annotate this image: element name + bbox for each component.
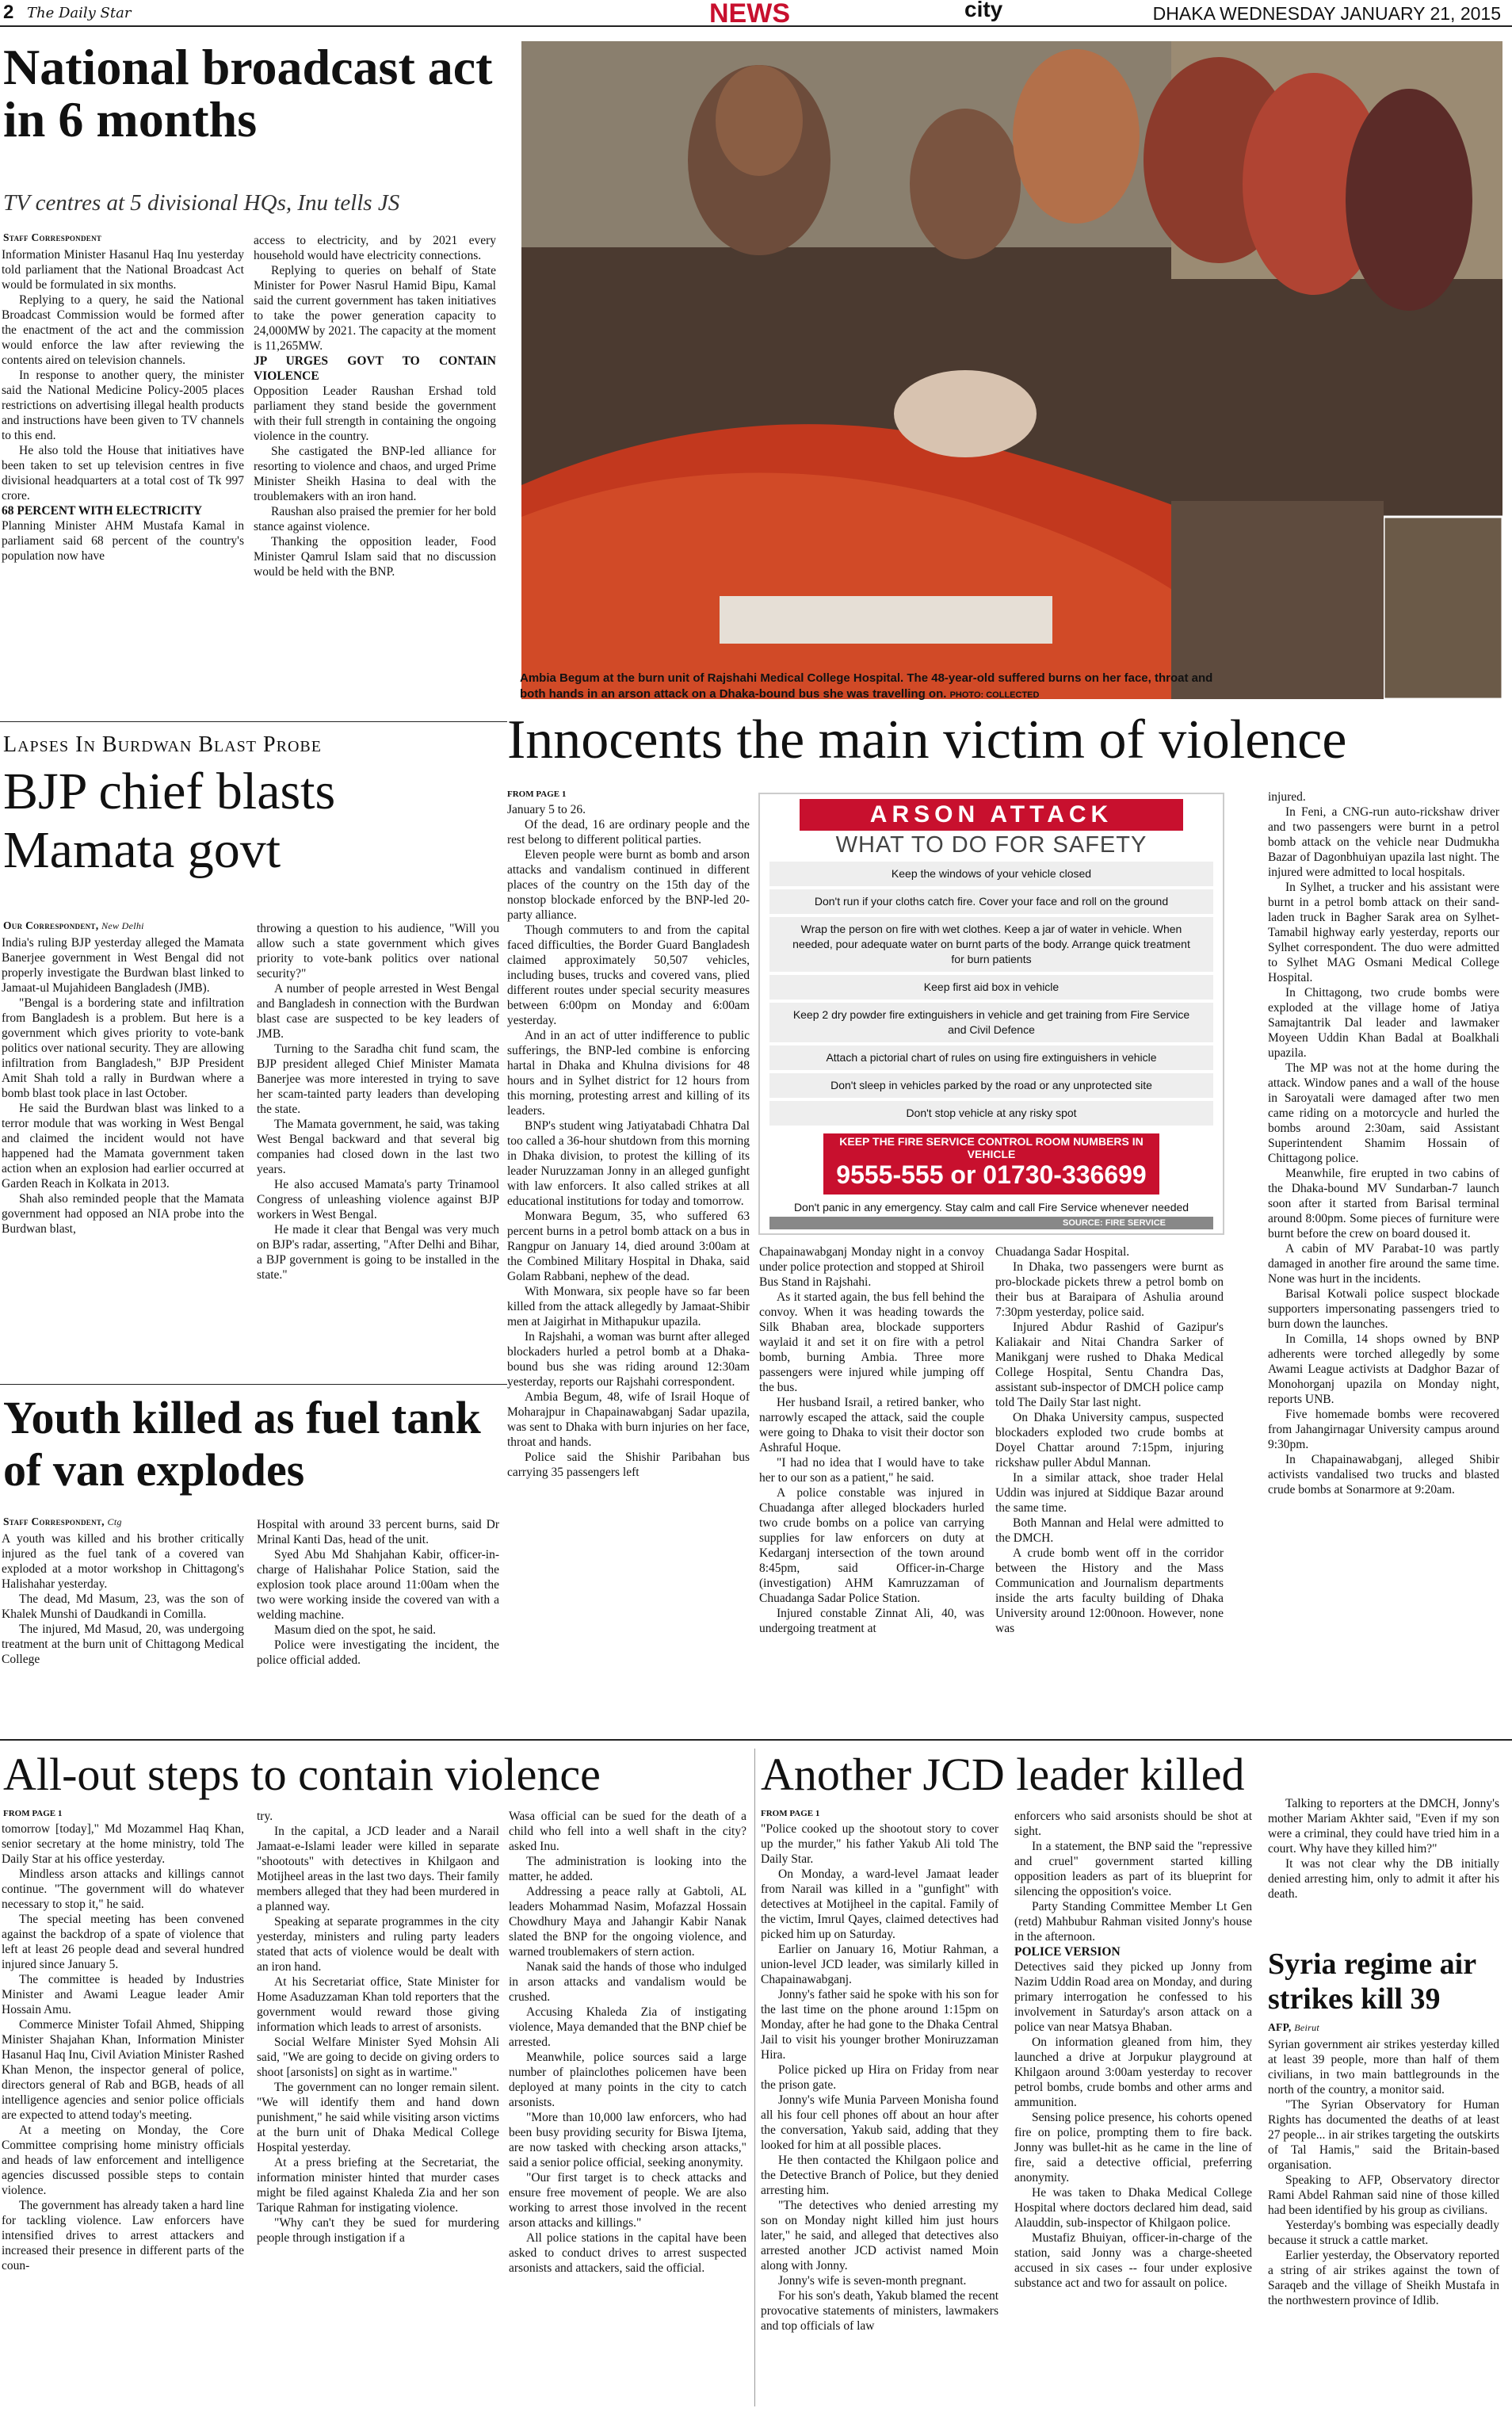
paragraph: Syed Abu Md Shahjahan Kabir, officer-in-charge of Halishahar Police Station, said the explosion took place around 11:00am when the two were working inside the covered van with a welding machine. [257, 1548, 499, 1622]
story1-byline: Staff Correspondent [3, 231, 102, 243]
paragraph: In Feni, a CNG-run auto-rickshaw driver and two passengers were burnt in a petrol bomb attack on the vehicle near Dudmukha Bazar of Dagonbhuiyan upazila last night. The injured were admitted to local hospitals. [1268, 805, 1499, 879]
paragraph: The MP was not at the home during the attack. Window panes and a wall of the house in Saroyatali were damaged after two men came riding on a motorcycle and hurled the bombs around 2:30am, said Assistant Superintendent Shamim Hossain of Chittagong police. [1268, 1061, 1499, 1165]
byline-place: Ctg [107, 1516, 122, 1527]
safety-tip: Attach a pictorial chart of rules on using fire extinguishers in vehicle [769, 1045, 1213, 1070]
paragraph: A number of people arrested in West Bengal and Bangladesh in connection with the Burdwan blast case are suspected to be key leaders of JMB. [257, 982, 499, 1041]
paragraph: "The detectives who denied arresting my son on Monday night killed him just hours later," he said, and alleged that detectives also arrested another JCD activist named Moin along with Jonny. [761, 2199, 998, 2272]
divider [0, 1739, 1512, 1741]
story4-column-4 [1268, 789, 1499, 1730]
divider [0, 1384, 507, 1385]
story3-column-1 [2, 1531, 244, 1730]
story7-headline: Syria regime air strikes kill 39 [1268, 1948, 1476, 2016]
byline-name: AFP, [1268, 2021, 1292, 2033]
paragraph: "Bengal is a bordering state and infiltration from Bangladesh is a problem. But here is a government which gives priority to vote-bank politics over national security. They are allowing infiltration from Bangladesh," BJP President Amit Shah told a rally in Burdwan where a bomb blast took place in last October. [2, 996, 244, 1100]
story7-column [1268, 2037, 1499, 2408]
infobox-subtitle: WHAT TO DO FOR SAFETY [835, 832, 1147, 858]
safety-tip: Wrap the person on fire with wet clothes. Keep a jar of water in vehicle. When needed, pour adequate water on burnt parts of the body. Arrange quick treatment for burn patients [769, 917, 1213, 972]
paragraph: At a press briefing at the Secretariat, the information minister hinted that murder cases might be filed against Khaleda Zia and her son Tarique Rahman for instigating violence. [257, 2156, 499, 2215]
paragraph: Replying to queries on behalf of State Minister for Power Nasrul Hamid Bipu, Kamal said the current government has taken initiatives to take the power generation capacity to 24,000MW by 2021. The capacity at the moment is 11,265MW. [254, 264, 496, 353]
divider [0, 721, 507, 722]
paragraph: BNP's student wing Jatiyatabadi Chhatra Dal too called a 36-hour shutdown from this morning in Dhaka division, to protest the killing of its leader Nuruzzaman Jonny in an alleged gunfight with law enforcers. It also called strikes at all educational institutions for today and tomorrow. [507, 1119, 750, 1208]
from-page-label: FROM PAGE 1 [3, 1809, 63, 1818]
paragraph: Planning Minister AHM Mustafa Kamal in parliament said 68 percent of the country's population now have [2, 519, 244, 563]
paragraph: Eleven people were burnt as bomb and arson attacks and vandalism continued in different places of the country on the 15th day of the nonstop blockade enforced by the BNP-led 20-party alliance. [507, 848, 750, 922]
paragraph: And in an act of utter indifference to public sufferings, the BNP-led combine is enforcing hartal in Dhaka and Khulna divisions for 48 hours and in Sylhet district for 12 hours from this morning, protesting arrest and killing of its leaders. [507, 1029, 750, 1118]
paragraph: A cabin of MV Parabat-10 was partly damaged in another fire around the same time. None was hurt in the incidents. [1268, 1242, 1499, 1286]
paragraph: In Comilla, 14 shops owned by BNP adherents were torched allegedly by some Awami League activists at Dadghor Bazar of Monohorganj upazila on Monday night, reports UNB. [1268, 1332, 1499, 1406]
paragraph: Jonny's wife is seven-month pregnant. [778, 2274, 967, 2288]
paragraph: tomorrow [today]," Md Mozammel Haq Khan, senior secretary at the home ministry, told The Daily Star at his office yesterday. [2, 1822, 244, 1866]
paragraph: Speaking to AFP, Observatory director Rami Abdel Rahman said nine of those killed had been identified by his group as civilians. [1268, 2173, 1499, 2217]
infobox-title: ARSON ATTACK [800, 799, 1183, 831]
story2-byline [3, 919, 144, 932]
paragraph: Masum died on the spot, he said. [274, 1623, 437, 1637]
paragraph: "The Syrian Observatory for Human Rights has documented the deaths of at least 27 people... in air strikes targeting the outskirts of Tal Hamis," said the Britain-based organisation. [1268, 2098, 1499, 2172]
paragraph: Mustafiz Bhuiyan, officer-in-charge of the station, said Jonny was a charge-sheeted accused in six cases -- four under explosive substance act and two for assault on police. [1014, 2231, 1252, 2290]
paragraph: Information Minister Hasanul Haq Inu yesterday told parliament that the National Broadcast Act would be formulated in six months. [2, 248, 244, 292]
safety-tip: Don't stop vehicle at any risky spot [769, 1101, 1213, 1126]
story1-headline: National broadcast act in 6 months [3, 39, 493, 147]
hotline-label: KEEP THE FIRE SERVICE CONTROL ROOM NUMBERS IN VEHICLE [839, 1135, 1144, 1160]
paragraph: "I had no idea that I would have to take her to our son as a patient," he said. [759, 1456, 984, 1485]
arson-safety-infobox [758, 793, 1224, 1235]
paragraph: Accusing Khaleda Zia of instigating violence, Maya demanded that the BNP chief be arrested. [509, 2005, 746, 2049]
paragraph: try. [257, 1810, 273, 1823]
paragraph: In Sylhet, a trucker and his assistant were burnt in a petrol bomb attack on their sand-laden truck in Bagher Sarak area on Sylhet-Tamabil highway early yesterday, reports our Sylhet correspondent. The duo were admitted to Sylhet MAG Osmani Medical College Hospital. [1268, 881, 1499, 984]
paragraph: He said the Burdwan blast was linked to a terror module that was working in West Bengal and claimed the incident would not have happened had the Mamata government taken action when an explosion had earlier occurred at Garden Reach in Kolkata in 2013. [2, 1102, 244, 1191]
paragraph: injured. [1268, 790, 1306, 804]
paragraph: Party Standing Committee Member Lt Gen (retd) Mahbubur Rahman visited Jonny's house in the afternoon. [1014, 1900, 1252, 1944]
paragraph: access to electricity, and by 2021 every household would have electricity connections. [254, 234, 496, 262]
paragraph: For his son's death, Yakub blamed the recent provocative statements of ministers, lawmakers and top officials of law [761, 2289, 998, 2333]
story2-kicker: Lapses In Burdwan Blast Probe [3, 732, 322, 757]
paragraph: "Our first target is to check attacks and ensure free movement of people. We are also working to arrest those involved in the recent arson attacks and killings." [509, 2171, 746, 2230]
paragraph: In Chittagong, two crude bombs were exploded at the village home of Jatiya Samajtantrik Dal leader and lawmaker Moyeen Uddin Khan Badal at Boalkhali upazila. [1268, 986, 1499, 1060]
safety-tip: Keep the windows of your vehicle closed [769, 862, 1213, 886]
paragraph: Shah also reminded people that the Mamata government had opposed an NIA probe into the Burdwan blast, [2, 1192, 244, 1236]
story5-headline: All-out steps to contain violence [3, 1749, 601, 1800]
paragraph: enforcers who said arsonists should be shot at sight. [1014, 1810, 1252, 1838]
byline-name: Our Correspondent, [3, 919, 99, 931]
paragraph: A police constable was injured in Chuadanga after alleged blockaders hurled two crude bombs on a police van carrying supplies for law enforcers on duty at Kedarganj intersection of the town around 8:45pm, said Officer-in-Charge (investigation) AHM Kamruzzaman of Chuadanga Sadar Police Station. [759, 1486, 984, 1605]
infobox-footer: Don't panic in any emergency. Stay calm and call Fire Service whenever needed [793, 1201, 1189, 1214]
paragraph: Chuadanga Sadar Hospital. [995, 1245, 1130, 1259]
infobox-source: SOURCE: FIRE SERVICE [769, 1217, 1213, 1229]
paragraph: India's ruling BJP yesterday alleged the Mamata Banerjee government in West Bengal did not properly investigate the Burdwan blast linked to Jamaat-ul Mujahideen Bangladesh (JMB). [2, 936, 244, 995]
paragraph: Though commuters to and from the capital faced difficulties, the Border Guard Bangladesh claimed approximately 50,507 vehicles, including buses, trucks and covered vans, plied different routes under special security measures between 6:00pm on Monday and 6:00am yesterday. [507, 923, 750, 1027]
paragraph: Opposition Leader Raushan Ershad told parliament they stand beside the government with their full strength in containing the ongoing violence in the country. [254, 384, 496, 443]
page-header [0, 0, 1512, 27]
paragraph: Earlier on January 16, Motiur Rahman, a union-level JCD leader, was similarly killed in Chapainawabganj. [761, 1943, 998, 1986]
paragraph: A youth was killed and his brother critically injured as the fuel tank of a covered van exploded at a motor workshop in Chittagong's Halishahar yesterday. [2, 1532, 244, 1591]
story6-column-1 [761, 1821, 998, 2408]
story6-headline: Another JCD leader killed [761, 1749, 1245, 1800]
page-dateline: DHAKA WEDNESDAY JANUARY 21, 2015 [1152, 3, 1501, 24]
paragraph: Jonny's wife Munia Parveen Monisha found all his four cell phones off about an hour after the conversation, Yakub said, adding that they looked for him at all possible places. [761, 2093, 998, 2152]
paragraph: Ambia Begum, 48, wife of Israil Hoque of Moharajpur in Chapainawabganj Sadar upazila, was sent to Dhaka with burn injuries on her face, throat and hands. [507, 1390, 750, 1449]
paragraph: Syrian government air strikes yesterday killed at least 39 people, more than half of them civilians, in two main battlegrounds in the north of the country, a monitor said. [1268, 2038, 1499, 2097]
paragraph: All police stations in the capital have been asked to conduct drives to arrest suspected arsonists and attackers, said the official. [509, 2231, 746, 2275]
subsection-label: city [964, 0, 1003, 21]
paragraph: January 5 to 26. [507, 803, 586, 816]
story7-byline [1268, 2021, 1319, 2034]
paragraph: Injured constable Zinnat Ali, 40, was undergoing treatment at [759, 1607, 984, 1635]
hotline-banner [823, 1133, 1159, 1195]
paragraph: Nanak said the hands of those who indulged in arson attacks and vandalism would be crushed. [509, 1960, 746, 2004]
paragraph: Both Mannan and Helal were admitted to the DMCH. [995, 1516, 1224, 1545]
paragraph: On Monday, a ward-level Jamaat leader from Narail was killed in a "gunfight" with detectives at Motijheel in the capital. Family of the victim, Imrul Qayes, claimed detectives had picked him up on Saturday. [761, 1867, 998, 1941]
paragraph: Wasa official can be sued for the death of a child who fell into a well shaft in the city? asked Inu. [509, 1810, 746, 1853]
paragraph: In Rajshahi, a woman was burnt after alleged blockaders hurled a petrol bomb at a Dhaka-bound bus she was riding around 12:30am yesterday, reports our Rajshahi correspondent. [507, 1330, 750, 1389]
paragraph: At his Secretariat office, State Minister for Home Asaduzzaman Khan told reporters that the government would reward those giving information which leads to arrest of arsonists. [257, 1975, 499, 2034]
paragraph: The government can no longer remain silent. "We will identify them and hand down punishment," he said while visiting arson victims at the burn unit of Dhaka Medical College Hospital yesterday. [257, 2081, 499, 2154]
paragraph: The administration is looking into the matter, he added. [509, 1855, 746, 1883]
paragraph: Talking to reporters at the DMCH, Jonny's mother Mariam Akhter said, "Even if my son were a criminal, they could have tried him in a court. Why have they killed him?" [1268, 1797, 1499, 1856]
byline-place: New Delhi [101, 920, 144, 931]
story5-column-2 [257, 1809, 499, 2408]
from-page-label: FROM PAGE 1 [507, 789, 567, 799]
paragraph: He then contacted the Khilgaon police and the Detective Branch of Police, but they denied arresting him. [761, 2154, 998, 2197]
paragraph: In a statement, the BNP said the "repressive and cruel" government started killing opposition leaders as part of its blueprint for silencing the opposition's voice. [1014, 1840, 1252, 1898]
story2-headline: BJP chief blasts Mamata govt [3, 763, 336, 879]
paragraph: Earlier yesterday, the Observatory reported a string of air strikes against the town of Saraqeb and the village of Sheikh Mustafa in the northwestern province of Idlib. [1268, 2249, 1499, 2307]
paragraph: He also told the House that initiatives have been taken to set up television centres in five divisional headquarters at a total cost of Tk 997 crore. [2, 444, 244, 503]
paragraph: Thanking the opposition leader, Food Minister Qamrul Islam said that no discussion would be held with the BNP. [254, 535, 496, 579]
story6-column-2 [1014, 1809, 1252, 2408]
paragraph: Five homemade bombs were recovered from Jahangirnagar University campus around 9:30pm. [1268, 1408, 1499, 1451]
paragraph: In the capital, a JCD leader and a Narail Jamaat-e-Islami leader were killed in separate "shootouts" with detectives in Khilgaon and Motijheel areas in the last two days. Their family members alleged that they had been murdered in a planned way. [257, 1825, 499, 1913]
paragraph: A crude bomb went off in the corridor between the History and the Mass Communication and Journalism departments inside the arts faculty building of Dhaka University around 12:00noon. However, none was [995, 1546, 1224, 1635]
story5-column-3 [509, 1809, 746, 2408]
paragraph: In response to another query, the minister said the National Medicine Policy-2005 places restrictions on advertising illegal health products and instructions have been given to TV channels to this end. [2, 369, 244, 442]
safety-tip: Keep first aid box in vehicle [769, 975, 1213, 1000]
page-number: 2 [3, 2, 14, 23]
paragraph: In a similar attack, shoe trader Helal Uddin was injured at Siddique Bazar around the same time. [995, 1471, 1224, 1515]
paragraph: Hospital with around 33 percent burns, said Dr Mrinal Kanti Das, head of the unit. [257, 1518, 499, 1546]
story5-column-1 [2, 1821, 244, 2408]
photo-credit: PHOTO: COLLECTED [949, 690, 1040, 700]
paragraph: At a meeting on Monday, the Core Committee comprising home ministry officials and heads of law enforcement and intelligence agencies discussed possible steps to contain violence. [2, 2123, 244, 2197]
story3-headline: Youth killed as fuel tank of van explodes [3, 1392, 481, 1496]
paragraph: Replying to a query, he said the National Broadcast Commission would be formed after the enactment of the act and the commission would enforce the law after reviewing the contents aired on television channels. [2, 293, 244, 367]
story4-headline: Innocents the main victim of violence [507, 709, 1347, 770]
byline-name: Staff Correspondent, [3, 1516, 105, 1527]
paragraph: Meanwhile, police sources said a large number of plainclothes policemen have been deployed at many points in the city to catch arsonists. [509, 2051, 746, 2109]
story1-column-2 [254, 233, 496, 715]
paragraph: Social Welfare Minister Syed Mohsin Ali said, "We are going to decide on giving orders to shoot [arsonists] on sight as in wartime." [257, 2035, 499, 2079]
paragraph: The special meeting has been convened against the backdrop of a spate of violence that left at least 26 people dead and several hundred injured since January 5. [2, 1913, 244, 1971]
paragraph: Meanwhile, fire erupted in two cabins of the Dhaka-bound MV Sundarban-7 launch soon after it started from Barisal terminal around 8:00pm. Some pieces of furniture were burnt before the crew on board doused it. [1268, 1167, 1499, 1240]
paragraph: Sensing police presence, his cohorts opened fire on police, prompting them to fire back. Jonny was bullet-hit as he came in the line of fire, said a detective official, preferring anonymity. [1014, 2111, 1252, 2185]
paragraph: In Chapainawabganj, alleged Shibir activists vandalised two trucks and blasted crude bombs at Sonarmore at 9:20am. [1268, 1453, 1499, 1497]
paragraph: Turning to the Saradha chit fund scam, the BJP president alleged Chief Minister Mamata Banerjee was more interested in trying to save her scam-tainted party leaders than developing the state. [257, 1042, 499, 1116]
story4-column-1 [507, 802, 750, 1730]
paragraph: The committee is headed by Industries Minister and Awami League leader Amir Hossain Amu. [2, 1973, 244, 2016]
paragraph: On information gleaned from him, they launched a drive at Jorpukur playground at Khilgaon around 3:00am yesterday to recover petrol bombs, crude bombs and other arms and ammunition. [1014, 2035, 1252, 2109]
safety-tip: Keep 2 dry powder fire extinguishers in vehicle and get training from Fire Service and Civil Defence [769, 1003, 1213, 1042]
subheading: JP URGES GOVT TO CONTAIN VIOLENCE [254, 354, 496, 383]
story4-column-2 [759, 1244, 984, 1730]
subheading: 68 PERCENT WITH ELECTRICITY [2, 504, 203, 518]
paragraph: He also accused Mamata's party Trinamool Congress of unleashing violence against BJP workers in West Bengal. [257, 1178, 499, 1221]
paragraph: It was not clear why the DB initially denied arresting him, only to admit it after his death. [1268, 1857, 1499, 1901]
paragraph: Yesterday's bombing was especially deadly because it struck a cattle market. [1268, 2219, 1499, 2247]
story1-deck: TV centres at 5 divisional HQs, Inu tells JS [3, 190, 400, 216]
paragraph: On Dhaka University campus, suspected blockaders exploded two crude bombs at Doyel Chattar around 7:15pm, injuring rickshaw puller Abdul Mannan. [995, 1411, 1224, 1470]
paragraph: Her husband Israil, a retired banker, who narrowly escaped the attack, said the couple were going to Dhaka to visit their doctor son Ashraful Hoque. [759, 1396, 984, 1454]
paragraph: He was taken to Dhaka Medical College Hospital where doctors declared him dead, said Alauddin, sub-inspector of Khilgaon police. [1014, 2186, 1252, 2230]
paragraph: Speaking at separate programmes in the city yesterday, ministers and ruling party leaders stated that acts of violence would be dealt with an iron hand. [257, 1915, 499, 1974]
story2-column-2 [257, 921, 499, 1324]
story4-column-3 [995, 1244, 1224, 1730]
paragraph: The government has already taken a hard line for tackling violence. Law enforcers have intensified drives to arrest attackers and increased their presence in different parts of the coun- [2, 2199, 244, 2272]
paragraph: Injured Abdur Rashid of Gazipur's Kaliakair and Nitai Chandra Sarker of Manikganj were rushed to Dhaka Medical College Hospital, Sentu Chandra Das, assistant sub-inspector of DMCH police camp told The Daily Star last night. [995, 1321, 1224, 1409]
subheading: POLICE VERSION [1014, 1945, 1121, 1959]
paragraph: He made it clear that Bengal was very much on BJP's radar, asserting, "After Delhi and Bihar, a BJP government is going to be installed in the state." [257, 1223, 499, 1282]
masthead-logo: The Daily Star [27, 5, 132, 21]
paragraph: Police picked up Hira on Friday from near the prison gate. [761, 2063, 998, 2092]
paragraph: "Police cooked up the shootout story to cover up the murder," his father Yakub Ali told The Daily Star. [761, 1822, 998, 1866]
paragraph: The Mamata government, he said, was taking West Bengal backward and that several big companies had closed down in the last two years. [257, 1118, 499, 1176]
paragraph: In Dhaka, two passengers were burnt as pro-blockade pickets threw a petrol bomb on their bus at Baraipara of Ashulia around 7:30pm yesterday, police said. [995, 1260, 1224, 1319]
safety-tip: Don't sleep in vehicles parked by the road or any unprotected site [769, 1073, 1213, 1098]
story3-column-2 [257, 1517, 499, 1730]
paragraph: Jonny's father said he spoke with his son for the last time on the phone around 1:15pm on Monday, after he had gone to the Dhaka Central Jail to visit his younger brother Moniruzzaman Hira. [761, 1988, 998, 2062]
paragraph: Chapainawabganj Monday night in a convoy under police protection and stopped at Shiroil Bus Stand in Rajshahi. [759, 1245, 984, 1289]
paragraph: Addressing a peace rally at Gabtoli, AL leaders Mohammad Nasim, Mofazzal Hossain Chowdhury Maya and Jahangir Kabir Nanak slated the BNP for the ongoing violence, and warned troublemakers of stern action. [509, 1885, 746, 1959]
photo-caption [520, 671, 1233, 703]
paragraph: With Monwara, six people have so far been killed from the attack allegedly by Jamaat-Shibir men at Jaigirhat in Mithapukur upazila. [507, 1285, 750, 1328]
caption-text: Ambia Begum at the burn unit of Rajshahi Medical College Hospital. The 48-year-old suffered burns on her face, throat and both hands in an arson attack on a Dhaka-bound bus she was travelling on. [520, 671, 1213, 701]
story2-column-1 [2, 935, 244, 1324]
story1-column-1 [2, 247, 244, 715]
paragraph: Detectives said they picked up Jonny from Nazim Uddin Road area on Monday, and during primary interrogation he confessed to his involvement in Saturday's arson attack on a police van near Matsya Bhaban. [1014, 1960, 1252, 2034]
column-divider [754, 1749, 755, 2406]
paragraph: She castigated the BNP-led alliance for resorting to violence and chaos, and urged Prime Minister Sheikh Hasina to deal with the troublemakers with an iron hand. [254, 445, 496, 503]
paragraph: Police said the Shishir Paribahan bus carrying 35 passengers left [507, 1451, 750, 1479]
paragraph: "Why can't they be sued for murdering people through instigation if a [257, 2216, 499, 2245]
paragraph: The injured, Md Masud, 20, was undergoing treatment at the burn unit of Chittagong Medical College [2, 1623, 244, 1666]
hospital-photo-illustration [521, 41, 1502, 699]
hotline-numbers: 9555-555 or 01730-336699 [836, 1160, 1147, 1189]
byline-place: Beirut [1294, 2022, 1320, 2033]
paragraph: Barisal Kotwali police suspect blockade supporters impersonating passengers tried to burn down the launches. [1268, 1287, 1499, 1331]
paragraph: Monwara Begum, 35, who suffered 63 percent burns in a petrol bomb attack on a bus in Rangpur on January 14, died around 3:00am at the Combined Military Hospital in Dhaka, said Golam Rabbani, nephew of the dead. [507, 1210, 750, 1283]
story3-byline [3, 1516, 122, 1528]
from-page-label: FROM PAGE 1 [761, 1809, 820, 1818]
paragraph: Mindless arson attacks and killings cannot continue. "The government will do whatever necessary to stop it," he said. [2, 1867, 244, 1911]
paragraph: The dead, Md Masum, 23, was the son of Khalek Munshi of Daudkandi in Comilla. [2, 1592, 244, 1621]
paragraph: Police were investigating the incident, the police official added. [257, 1638, 499, 1667]
paragraph: Of the dead, 16 are ordinary people and the rest belong to different political parties. [507, 818, 750, 847]
news-photo [521, 41, 1502, 699]
story6-column-3 [1268, 1796, 1499, 1963]
safety-tip: Don't run if your cloths catch fire. Cover your face and roll on the ground [769, 889, 1213, 914]
paragraph: "More than 10,000 law enforcers, who had been busy providing security for Biswa Ijtema, are now tasked with checking arson attacks," said a senior police official, seeking anonymity. [509, 2111, 746, 2169]
section-label: NEWS [709, 0, 790, 29]
paragraph: As it started again, the bus fell behind the convoy. When it was heading towards the Silk Bhaban area, blockade supporters waylaid it and set it on fire with a petrol bomb, burning Ambia. Three more passengers were injured while jumping off the bus. [759, 1290, 984, 1394]
paragraph: Raushan also praised the premier for her bold stance against violence. [254, 505, 496, 533]
paragraph: Commerce Minister Tofail Ahmed, Shipping Minister Shajahan Khan, Information Minister Hasanul Haq Inu, Civil Aviation Minister Rashed Khan Menon, the inspector general of police, directors general of Rab and BGB, heads of all intelligence agencies and senior police officials are expected to attend today's meeting. [2, 2018, 244, 2122]
paragraph: throwing a question to his audience, "Will you allow such a state government which gives priority to vote-bank politics over national security?" [257, 922, 499, 980]
